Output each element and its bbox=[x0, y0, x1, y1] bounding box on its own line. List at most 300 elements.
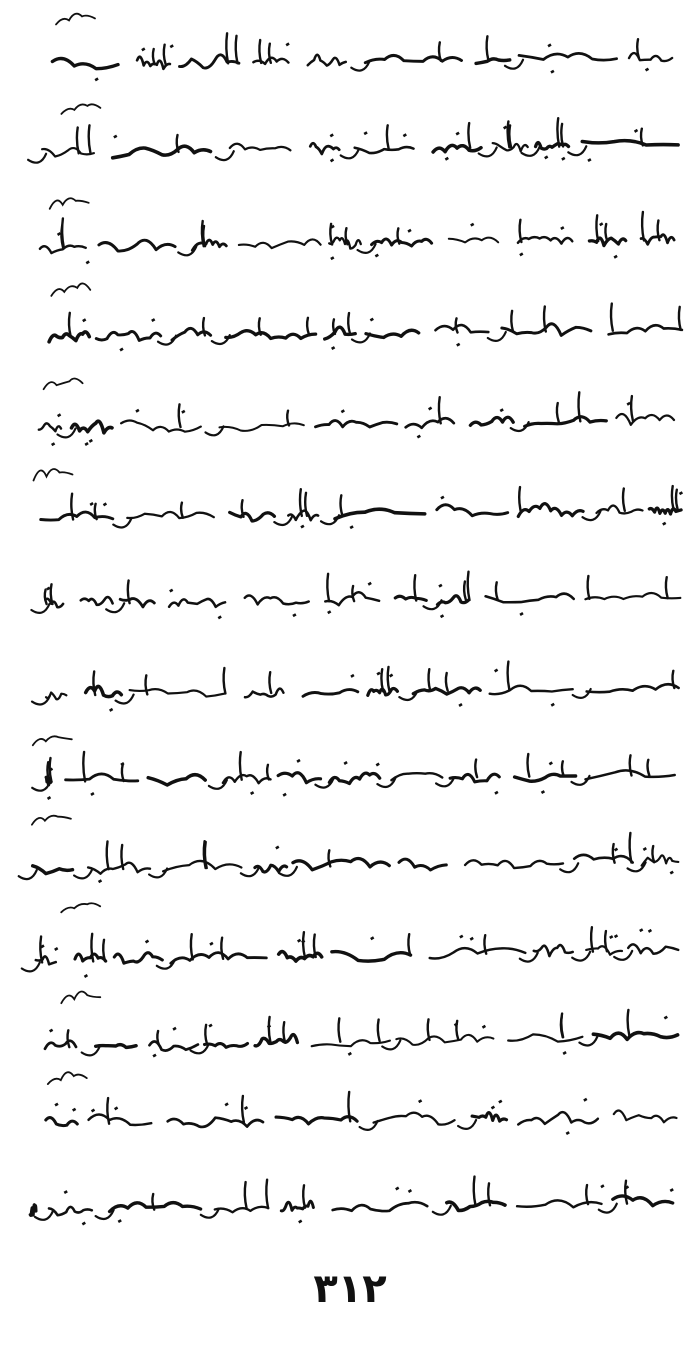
ink-dot bbox=[609, 935, 613, 939]
ink-dot bbox=[49, 1029, 53, 1033]
ink-stroke bbox=[242, 1096, 244, 1122]
ink-dot bbox=[519, 612, 523, 616]
manuscript-line bbox=[31, 572, 680, 620]
ink-stroke bbox=[312, 1040, 390, 1046]
ink-dot bbox=[350, 674, 354, 678]
ink-dot bbox=[109, 708, 113, 712]
ink-dot bbox=[181, 410, 185, 414]
ink-stroke bbox=[74, 870, 92, 879]
manuscript-line bbox=[49, 283, 682, 351]
ink-stroke bbox=[586, 1185, 588, 1204]
ink-dot bbox=[563, 1051, 567, 1055]
ink-stroke bbox=[515, 774, 576, 781]
ink-stroke bbox=[591, 927, 593, 951]
ink-stroke bbox=[652, 846, 654, 862]
ink-dot bbox=[583, 1098, 587, 1102]
ink-stroke bbox=[496, 582, 498, 599]
ink-stroke bbox=[561, 124, 563, 147]
ink-stroke bbox=[396, 1035, 493, 1045]
ink-stroke bbox=[31, 604, 49, 613]
ink-dot bbox=[370, 318, 374, 322]
ink-stroke bbox=[71, 494, 73, 520]
marginal-note-stroke bbox=[56, 14, 95, 25]
ink-stroke bbox=[45, 1041, 76, 1049]
ink-stroke bbox=[522, 147, 540, 156]
ink-stroke bbox=[476, 59, 510, 64]
ink-dot bbox=[407, 229, 411, 233]
manuscript-line bbox=[32, 662, 679, 712]
ink-dot bbox=[566, 1131, 570, 1135]
ink-dot bbox=[458, 703, 462, 707]
ink-stroke bbox=[300, 489, 302, 516]
ink-stroke bbox=[221, 938, 223, 959]
ink-stroke bbox=[327, 574, 329, 602]
ink-stroke bbox=[103, 940, 105, 961]
manuscript-line bbox=[52, 14, 672, 82]
ink-stroke bbox=[430, 948, 526, 958]
ink-stroke bbox=[446, 673, 448, 691]
ink-stroke bbox=[180, 55, 239, 68]
ink-dot bbox=[376, 672, 380, 676]
ink-dot bbox=[152, 1054, 156, 1058]
ink-dot bbox=[120, 762, 124, 766]
ink-dot bbox=[560, 226, 564, 230]
manuscript-line bbox=[22, 903, 678, 978]
ink-dot bbox=[91, 1109, 95, 1113]
ink-stroke bbox=[106, 603, 124, 612]
ink-stroke bbox=[574, 855, 633, 863]
ink-stroke bbox=[42, 148, 94, 156]
ink-stroke bbox=[348, 313, 350, 334]
ink-dot bbox=[85, 442, 89, 446]
ink-stroke bbox=[642, 212, 644, 241]
ink-dot bbox=[82, 1222, 86, 1226]
ink-stroke bbox=[436, 325, 489, 332]
ink-dot bbox=[494, 791, 498, 795]
ink-stroke bbox=[148, 775, 205, 785]
ink-stroke bbox=[333, 1202, 428, 1211]
ink-stroke bbox=[348, 1092, 350, 1121]
ink-stroke bbox=[429, 669, 431, 691]
ink-dot bbox=[54, 947, 58, 951]
ink-dot bbox=[614, 848, 618, 852]
ink-stroke bbox=[146, 675, 148, 694]
ink-stroke bbox=[150, 1041, 198, 1050]
marginal-note-stroke bbox=[50, 198, 89, 209]
ink-stroke bbox=[437, 505, 508, 516]
ink-stroke bbox=[203, 226, 205, 246]
ink-stroke bbox=[341, 495, 343, 515]
ink-stroke bbox=[89, 125, 91, 153]
ink-stroke bbox=[557, 403, 559, 422]
ink-dot bbox=[244, 1106, 248, 1110]
ink-stroke bbox=[191, 934, 193, 959]
marginal-note-stroke bbox=[48, 1072, 87, 1084]
ink-stroke bbox=[470, 417, 513, 425]
ink-dot bbox=[330, 133, 334, 137]
ink-stroke bbox=[474, 1177, 476, 1206]
ink-dot bbox=[417, 435, 421, 439]
ink-dot bbox=[456, 132, 460, 136]
manuscript-line bbox=[34, 469, 684, 529]
ink-stroke bbox=[648, 760, 650, 776]
ink-stroke bbox=[269, 44, 271, 63]
ink-dot bbox=[286, 42, 290, 46]
ink-stroke bbox=[30, 1205, 36, 1216]
ink-dot bbox=[275, 846, 279, 850]
ink-stroke bbox=[35, 1211, 53, 1220]
ink-stroke bbox=[96, 332, 160, 341]
ink-dot bbox=[370, 936, 374, 940]
ink-stroke bbox=[95, 504, 97, 519]
ink-stroke bbox=[339, 1018, 341, 1041]
ink-stroke bbox=[128, 581, 130, 604]
ink-stroke bbox=[335, 509, 425, 519]
manuscript-line bbox=[46, 1072, 677, 1135]
ink-stroke bbox=[472, 1113, 506, 1122]
ink-stroke bbox=[223, 775, 271, 783]
ink-stroke bbox=[332, 952, 411, 962]
ink-stroke bbox=[33, 866, 73, 874]
ink-dot bbox=[599, 222, 603, 226]
ink-dot bbox=[118, 1219, 122, 1223]
ink-stroke bbox=[168, 1118, 263, 1127]
ink-stroke bbox=[226, 33, 228, 63]
ink-stroke bbox=[41, 512, 113, 520]
ink-stroke bbox=[68, 1030, 70, 1047]
ink-stroke bbox=[287, 411, 289, 426]
marginal-note-stroke bbox=[33, 736, 72, 745]
ink-dot bbox=[418, 1099, 422, 1103]
ink-dot bbox=[482, 1025, 486, 1029]
ink-stroke bbox=[355, 147, 414, 153]
ink-stroke bbox=[637, 39, 639, 58]
ink-stroke bbox=[93, 671, 95, 695]
ink-stroke bbox=[468, 123, 470, 148]
ink-stroke bbox=[89, 1115, 152, 1125]
ink-stroke bbox=[22, 963, 40, 972]
ink-dot bbox=[330, 158, 334, 162]
ink-stroke bbox=[562, 761, 564, 776]
ink-stroke bbox=[171, 953, 266, 964]
ink-stroke bbox=[519, 487, 521, 512]
ink-dot bbox=[549, 761, 553, 765]
ink-dot bbox=[90, 502, 94, 506]
ink-stroke bbox=[169, 599, 225, 607]
ink-dot bbox=[348, 1052, 352, 1056]
ink-stroke bbox=[303, 932, 305, 957]
ink-stroke bbox=[82, 1047, 100, 1056]
ink-stroke bbox=[269, 1017, 271, 1043]
ink-dot bbox=[648, 929, 652, 933]
ink-stroke bbox=[28, 154, 46, 163]
ink-stroke bbox=[414, 575, 416, 600]
ink-stroke bbox=[488, 1183, 490, 1205]
ink-stroke bbox=[113, 519, 131, 528]
marginal-note-stroke bbox=[44, 379, 83, 390]
ink-stroke bbox=[255, 1035, 297, 1046]
ink-stroke bbox=[39, 423, 61, 431]
marginal-note-stroke bbox=[61, 104, 100, 114]
ink-dot bbox=[151, 318, 155, 322]
ink-stroke bbox=[245, 689, 283, 698]
ink-stroke bbox=[398, 228, 400, 243]
ink-stroke bbox=[316, 421, 397, 427]
ink-stroke bbox=[77, 128, 79, 154]
ink-stroke bbox=[130, 689, 226, 696]
ink-dot bbox=[90, 792, 94, 796]
ink-stroke bbox=[69, 313, 71, 337]
ink-stroke bbox=[366, 330, 419, 337]
ink-stroke bbox=[107, 1098, 109, 1124]
ink-stroke bbox=[511, 311, 513, 332]
ink-stroke bbox=[45, 590, 47, 604]
ink-stroke bbox=[450, 774, 499, 782]
ink-dot bbox=[54, 1103, 58, 1107]
marginal-note-stroke bbox=[61, 903, 100, 912]
ink-stroke bbox=[226, 331, 316, 339]
ink-stroke bbox=[99, 240, 175, 251]
ink-stroke bbox=[293, 859, 389, 870]
ink-dot bbox=[547, 43, 551, 47]
ink-dot bbox=[218, 615, 222, 619]
ink-stroke bbox=[120, 599, 154, 607]
ink-stroke bbox=[205, 1044, 248, 1048]
ink-stroke bbox=[509, 125, 511, 147]
ink-stroke bbox=[378, 1020, 380, 1041]
ink-stroke bbox=[475, 760, 477, 778]
manuscript-line bbox=[39, 379, 674, 447]
page-number: ٣١٢ bbox=[313, 1266, 387, 1312]
ink-stroke bbox=[274, 516, 292, 525]
ink-dot bbox=[330, 256, 334, 260]
ink-dot bbox=[375, 254, 379, 258]
ink-stroke bbox=[179, 404, 181, 427]
ink-stroke bbox=[399, 859, 446, 870]
ink-stroke bbox=[220, 423, 304, 431]
ink-stroke bbox=[51, 584, 53, 604]
ink-stroke bbox=[81, 597, 113, 605]
ink-stroke bbox=[519, 53, 617, 60]
ink-dot bbox=[292, 613, 296, 617]
ink-stroke bbox=[508, 1034, 582, 1041]
ink-stroke bbox=[616, 414, 674, 425]
ink-stroke bbox=[673, 671, 675, 688]
ink-dot bbox=[84, 974, 88, 978]
ink-stroke bbox=[121, 845, 123, 869]
ink-stroke bbox=[346, 228, 348, 244]
ink-dot bbox=[301, 940, 305, 944]
ink-stroke bbox=[121, 420, 201, 431]
ink-stroke bbox=[579, 392, 581, 421]
ink-stroke bbox=[192, 240, 226, 250]
ink-stroke bbox=[486, 594, 574, 603]
ink-dot bbox=[95, 77, 99, 81]
ink-stroke bbox=[557, 118, 559, 146]
ink-stroke bbox=[611, 304, 613, 331]
ink-stroke bbox=[245, 1182, 247, 1208]
ink-dot bbox=[491, 1106, 495, 1110]
ink-stroke bbox=[679, 307, 681, 330]
ink-dot bbox=[98, 879, 102, 883]
ink-stroke bbox=[303, 690, 358, 697]
ink-dot bbox=[456, 343, 460, 347]
ink-stroke bbox=[605, 931, 607, 951]
ink-dot bbox=[494, 669, 498, 673]
ink-dot bbox=[395, 1187, 399, 1191]
ink-stroke bbox=[49, 1207, 92, 1215]
ink-stroke bbox=[520, 953, 538, 962]
ink-dot bbox=[440, 614, 444, 618]
ink-stroke bbox=[122, 765, 124, 781]
ink-dot bbox=[550, 70, 554, 74]
ink-stroke bbox=[374, 1113, 455, 1125]
ink-stroke bbox=[333, 319, 335, 334]
marginal-note-stroke bbox=[51, 283, 90, 295]
ink-stroke bbox=[240, 752, 242, 780]
ink-stroke bbox=[465, 860, 563, 868]
ink-dot bbox=[519, 252, 523, 256]
ink-dot bbox=[614, 255, 618, 259]
ink-stroke bbox=[91, 934, 93, 962]
ink-stroke bbox=[630, 833, 632, 863]
ink-dot bbox=[141, 47, 145, 51]
ink-stroke bbox=[629, 53, 672, 61]
ink-stroke bbox=[449, 238, 498, 243]
ink-stroke bbox=[107, 841, 109, 869]
ink-dot bbox=[368, 582, 372, 586]
ink-dot bbox=[500, 408, 504, 412]
ink-stroke bbox=[381, 669, 383, 691]
ink-stroke bbox=[518, 1112, 598, 1124]
ink-stroke bbox=[215, 1207, 268, 1212]
ink-stroke bbox=[216, 151, 234, 160]
ink-stroke bbox=[259, 40, 261, 63]
ink-stroke bbox=[613, 1196, 673, 1206]
ink-stroke bbox=[46, 1118, 78, 1126]
marginal-note-stroke bbox=[61, 992, 100, 1004]
ink-stroke bbox=[628, 1010, 630, 1036]
ink-stroke bbox=[58, 429, 76, 438]
ink-dot bbox=[86, 260, 90, 264]
ink-stroke bbox=[582, 141, 678, 145]
ink-stroke bbox=[593, 1033, 677, 1040]
ink-dot bbox=[389, 674, 393, 678]
manuscript-line bbox=[30, 1177, 674, 1226]
ink-stroke bbox=[267, 765, 269, 780]
ink-dot bbox=[89, 439, 93, 443]
ink-dot bbox=[64, 1190, 68, 1194]
ink-stroke bbox=[163, 861, 241, 871]
ink-dot bbox=[113, 135, 117, 139]
ink-stroke bbox=[96, 1045, 136, 1048]
ink-dot bbox=[498, 1100, 502, 1104]
ink-stroke bbox=[281, 1201, 313, 1211]
ink-stroke bbox=[613, 844, 615, 863]
ink-dot bbox=[470, 223, 474, 227]
ink-stroke bbox=[609, 325, 682, 334]
ink-dot bbox=[662, 522, 666, 526]
ink-stroke bbox=[468, 572, 470, 600]
ink-stroke bbox=[329, 850, 331, 866]
ink-dot bbox=[587, 158, 591, 162]
ink-dot bbox=[82, 318, 86, 322]
ink-stroke bbox=[278, 773, 320, 783]
ink-stroke bbox=[276, 1117, 357, 1124]
ink-stroke bbox=[666, 577, 668, 598]
ink-stroke bbox=[672, 486, 674, 510]
ink-stroke bbox=[560, 863, 578, 872]
ink-stroke bbox=[630, 755, 632, 775]
marginal-note-stroke bbox=[34, 469, 73, 480]
ink-dot bbox=[298, 1220, 302, 1224]
ink-stroke bbox=[242, 500, 244, 517]
ink-stroke bbox=[528, 754, 530, 777]
ink-dot bbox=[679, 491, 683, 495]
ink-dot bbox=[551, 703, 555, 707]
ink-stroke bbox=[116, 695, 134, 704]
ink-stroke bbox=[127, 512, 214, 518]
ink-dot bbox=[600, 1184, 604, 1188]
ink-stroke bbox=[86, 686, 122, 696]
ink-stroke bbox=[310, 143, 339, 154]
ink-dot bbox=[408, 1189, 412, 1193]
ink-stroke bbox=[605, 224, 607, 241]
ink-dot bbox=[634, 129, 638, 133]
manuscript-line bbox=[28, 104, 678, 162]
ink-stroke bbox=[203, 318, 205, 335]
ink-stroke bbox=[372, 239, 432, 246]
ink-dot bbox=[639, 928, 643, 932]
ink-stroke bbox=[52, 59, 118, 69]
ink-stroke bbox=[314, 935, 316, 957]
ink-stroke bbox=[114, 953, 162, 963]
ink-stroke bbox=[113, 146, 211, 158]
ink-stroke bbox=[224, 668, 226, 693]
manuscript-line bbox=[40, 198, 674, 264]
manuscript-line bbox=[19, 816, 679, 883]
ink-stroke bbox=[157, 1031, 159, 1045]
ink-stroke bbox=[518, 504, 583, 517]
ink-dot bbox=[172, 1027, 176, 1031]
ink-dot bbox=[376, 763, 380, 767]
ink-stroke bbox=[391, 773, 442, 780]
ink-stroke bbox=[568, 146, 586, 155]
ink-stroke bbox=[40, 937, 42, 963]
ink-stroke bbox=[433, 1206, 451, 1215]
ink-stroke bbox=[487, 36, 489, 60]
ink-stroke bbox=[408, 934, 410, 955]
ink-dot bbox=[670, 1188, 674, 1192]
ink-stroke bbox=[245, 596, 309, 605]
ink-stroke bbox=[676, 490, 678, 510]
ink-stroke bbox=[641, 129, 643, 146]
ink-stroke bbox=[255, 865, 287, 872]
ink-stroke bbox=[152, 1194, 154, 1210]
ink-dot bbox=[341, 409, 345, 413]
ink-stroke bbox=[587, 684, 679, 692]
ink-stroke bbox=[205, 1025, 207, 1044]
ink-stroke bbox=[628, 944, 678, 953]
ink-dot bbox=[664, 1016, 668, 1020]
ink-stroke bbox=[329, 773, 379, 783]
ink-stroke bbox=[230, 144, 291, 151]
ink-dot bbox=[544, 155, 548, 159]
ink-dot bbox=[169, 589, 173, 593]
ink-dot bbox=[445, 157, 449, 161]
ink-stroke bbox=[303, 1185, 305, 1207]
ink-stroke bbox=[259, 318, 261, 334]
